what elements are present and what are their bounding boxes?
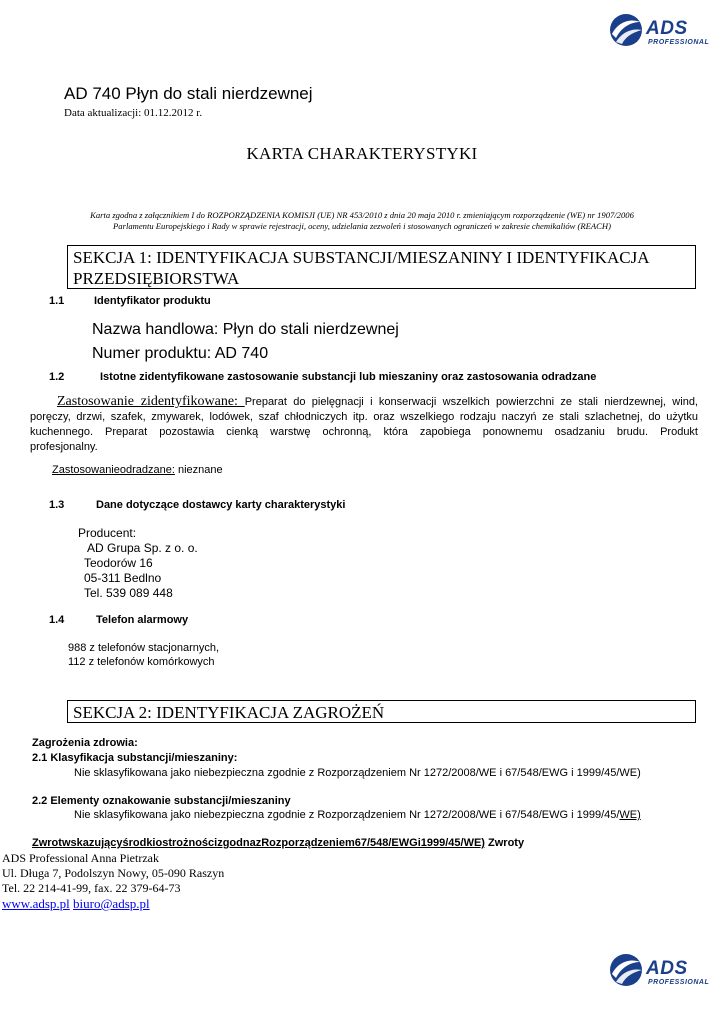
producer-phone: Tel. 539 089 448 — [84, 586, 173, 600]
product-title: AD 740 Płyn do stali nierdzewnej — [64, 84, 313, 103]
subsection-1-4-label: Telefon alarmowy — [96, 614, 189, 626]
subsection-2-2-text — [74, 809, 641, 821]
footer-address: Ul. Długa 7, Podolszyn Nowy, 05-090 Raszyn — [2, 866, 225, 880]
logo-subtitle: PROFESSIONAL — [648, 39, 710, 46]
emergency-mobile: 112 z telefonów komórkowych — [68, 656, 215, 668]
identified-uses-line-2: poręczy, drzwi, szafek, zmywarek, lodówek, szaf chłodniczych itp. oraz wszelkiego rodzaju naczyń ze stali szlachetnej, do użytku — [30, 411, 698, 423]
producer-block — [78, 526, 198, 601]
ads-logo-bottom — [608, 952, 708, 996]
subsection-2-1-label: 2.1 Klasyfikacja substancji/mieszaniny: — [32, 752, 238, 764]
subsection-2-2-label: 2.2 Elementy oznakowanie substancji/mieszaniny — [32, 795, 291, 807]
ads-swirl-icon — [608, 12, 644, 48]
logo-brand: ADS — [646, 18, 688, 39]
footer-company: ADS Professional Anna Pietrzak — [2, 851, 159, 865]
advised-against-value: nieznane — [174, 464, 223, 476]
subsection-1-3-number: 1.3 — [49, 499, 65, 511]
subsection-2-2-text-main: Nie sklasyfikowana jako niebezpieczna zgodnie z Rozporządzeniem Nr 1272/2008/WE i 67/548/EWG i 1999/45/ — [74, 809, 620, 821]
emergency-phones — [68, 641, 219, 669]
identified-uses-line-4: profesjonalny. — [30, 441, 98, 453]
emergency-landline: 988 z telefonów stacjonarnych, — [68, 642, 220, 654]
footer-email-link[interactable]: biuro@adsp.pl — [73, 896, 150, 911]
identified-uses-label: Zastosowanie zidentyfikowane: — [57, 394, 245, 409]
document-title: KARTA CHARAKTERYSTYKI — [246, 144, 478, 163]
advised-against-label: Zastosowanieodradzane: — [52, 464, 175, 476]
ads-swirl-icon — [608, 952, 644, 988]
precautionary-phrases-tail: Zwroty — [484, 837, 525, 849]
footer-contact — [2, 851, 224, 911]
subsection-2-1-text: Nie sklasyfikowana jako niebezpieczna zgodnie z Rozporządzeniem Nr 1272/2008/WE i 67/548/EWG i 1999/45/WE) — [74, 767, 641, 779]
logo-subtitle-bottom: PROFESSIONAL — [648, 979, 710, 986]
section-1-title-line-2: PRZEDSIĘBIORSTWA — [73, 269, 240, 288]
identified-uses-line-1: Preparat do pielęgnacji i konserwacji wszelkich powierzchni ze stali nierdzewnej, wind, — [244, 396, 698, 408]
health-hazards-label: Zagrożenia zdrowia: — [32, 737, 138, 749]
precautionary-phrases-heading: ZwrotwskazującyśrodkiostrożnościzgodnazRozporządzeniem67/548/EWGi1999/45/WE) — [32, 837, 485, 849]
precautionary-phrases — [32, 837, 524, 849]
compliance-line-2: Parlamentu Europejskiego i Rady w sprawie rejestracji, oceny, udzielania zezwoleń i stosowanych ograniczeń w zakresie chemikaliów (REACH) — [113, 221, 611, 231]
footer-website-link[interactable]: www.adsp.pl — [2, 896, 70, 911]
trade-name: Nazwa handlowa: Płyn do stali nierdzewnej — [92, 321, 399, 338]
subsection-2-2-text-tail: WE) — [619, 809, 641, 821]
product-number: Numer produktu: AD 740 — [92, 345, 269, 362]
section-2-title: SEKCJA 2: IDENTYFIKACJA ZAGROŻEŃ — [73, 703, 385, 722]
producer-label: Producent: — [78, 526, 137, 540]
producer-city: 05-311 Bedlno — [84, 571, 162, 585]
section-1-title-line-1: SEKCJA 1: IDENTYFIKACJA SUBSTANCJI/MIESZANINY I IDENTYFIKACJA — [73, 248, 650, 267]
ads-logo-top — [608, 12, 708, 56]
subsection-1-3-label: Dane dotyczące dostawcy karty charakterystyki — [96, 499, 346, 511]
compliance-line-1: Karta zgodna z załącznikiem I do ROZPORZĄDZENIA KOMISJI (UE) NR 453/2010 z dnia 20 maja 2010 r. zmieniającym rozporządzenie (WE) nr 1907/2006 — [90, 210, 634, 220]
identified-uses — [30, 394, 698, 455]
subsection-1-2-number: 1.2 — [49, 371, 65, 383]
footer-phone: Tel. 22 214-41-99, fax. 22 379-64-73 — [2, 881, 181, 895]
subsection-1-1-number: 1.1 — [49, 295, 65, 307]
section-1-header — [67, 245, 696, 289]
subsection-1-4-number: 1.4 — [49, 614, 65, 626]
identified-uses-line-3: kuchennego. Preparat pozostawia cienką warstwę ochronną, która zapobiega ponownemu osadzaniu brudu. Produkt — [30, 426, 698, 438]
producer-street: Teodorów 16 — [84, 556, 153, 570]
logo-brand-bottom: ADS — [646, 958, 688, 979]
producer-name: AD Grupa Sp. z o. o. — [87, 541, 198, 555]
update-date: Data aktualizacji: 01.12.2012 r. — [64, 107, 203, 119]
advised-against — [52, 464, 223, 476]
subsection-1-2-label: Istotne zidentyfikowane zastosowanie substancji lub mieszaniny oraz zastosowania odradzane — [100, 371, 597, 383]
subsection-1-1-label: Identyfikator produktu — [94, 295, 211, 307]
compliance-note — [0, 210, 724, 232]
section-2-header — [67, 700, 696, 723]
